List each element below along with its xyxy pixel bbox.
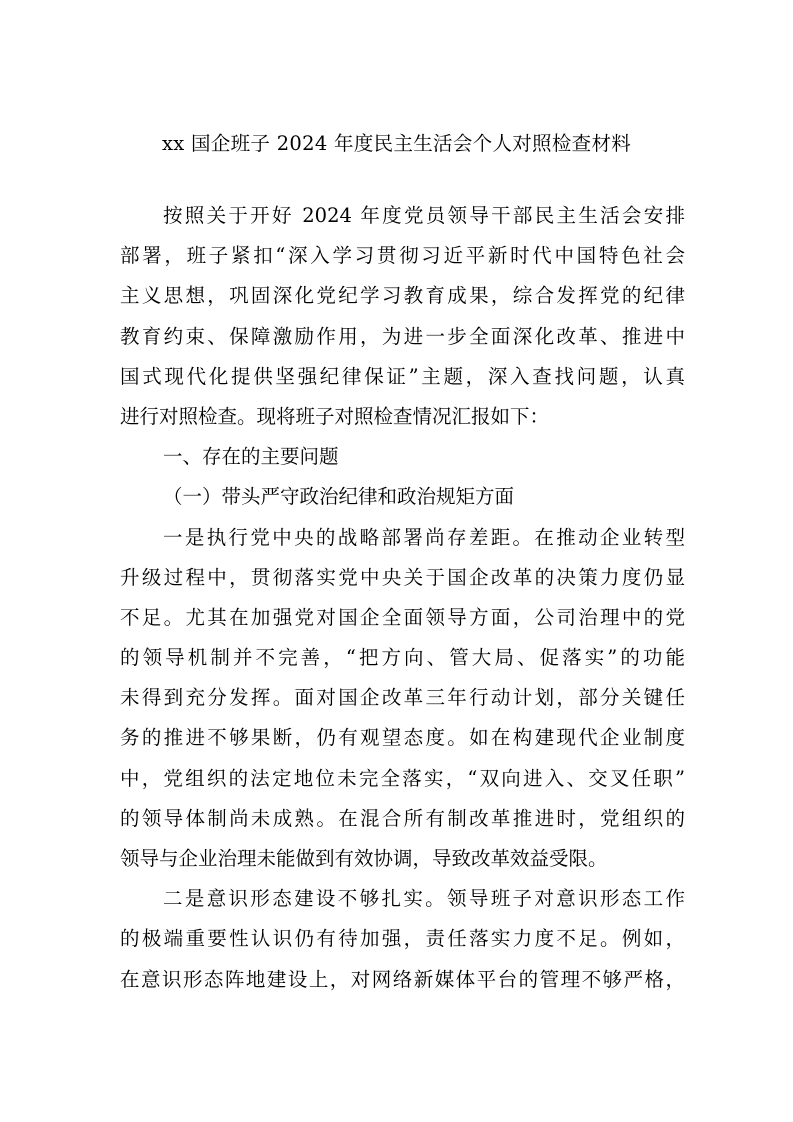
subsection-heading: （一）带头严守政治纪律和政治规矩方面 [163, 485, 515, 509]
paragraph-line: 领导与企业治理未能做到有效协调，导致改革效益受限。 [120, 847, 608, 870]
paragraph-line: 未得到充分发挥。面对国企改革三年行动计划，部分关键任 [120, 686, 685, 710]
paragraph-line: 进行对照检查。现将班子对照检查情况汇报如下： [120, 404, 550, 428]
paragraph-line: 部署，班子紧扣“深入学习贯彻习近平新时代中国特色社会 [120, 244, 685, 268]
paragraph-line: 按照关于开好 2024 年度党员领导干部民主生活会安排 [163, 204, 685, 227]
paragraph-line: 一是执行党中央的战略部署尚存差距。在推动企业转型 [163, 525, 685, 549]
paragraph-line: 二是意识形态建设不够扎实。领导班子对意识形态工作 [163, 887, 685, 911]
paragraph-line: 的领导机制并不完善，“把方向、管大局、促落实”的功能 [120, 646, 685, 670]
document-title: xx 国企班子 2024 年度民主生活会个人对照检查材料 [161, 132, 632, 155]
paragraph-line: 的领导体制尚未成熟。在混合所有制改革推进时，党组织的 [120, 806, 685, 830]
paragraph-line: 的极端重要性认识仍有待加强，责任落实力度不足。例如， [120, 927, 685, 951]
paragraph-line: 升级过程中，贯彻落实党中央关于国企改革的决策力度仍显 [120, 565, 685, 589]
paragraph-line: 不足。尤其在加强党对国企全面领导方面，公司治理中的党 [120, 605, 685, 629]
paragraph-line: 中，党组织的法定地位未完全落实，“双向进入、交叉任职” [120, 766, 685, 790]
paragraph-line: 教育约束、保障激励作用，为进一步全面深化改革、推进中 [120, 324, 685, 348]
paragraph-line: 国式现代化提供坚强纪律保证”主题，深入查找问题，认真 [120, 364, 685, 388]
paragraph-line: 务的推进不够果断，仍有观望态度。如在构建现代企业制度 [120, 726, 685, 750]
paragraph-line: 在意识形态阵地建设上，对网络新媒体平台的管理不够严格， [120, 967, 685, 991]
paragraph-line: 主义思想，巩固深化党纪学习教育成果，综合发挥党的纪律 [120, 284, 685, 308]
section-heading: 一、存在的主要问题 [163, 445, 339, 469]
document-body [120, 196, 685, 1000]
